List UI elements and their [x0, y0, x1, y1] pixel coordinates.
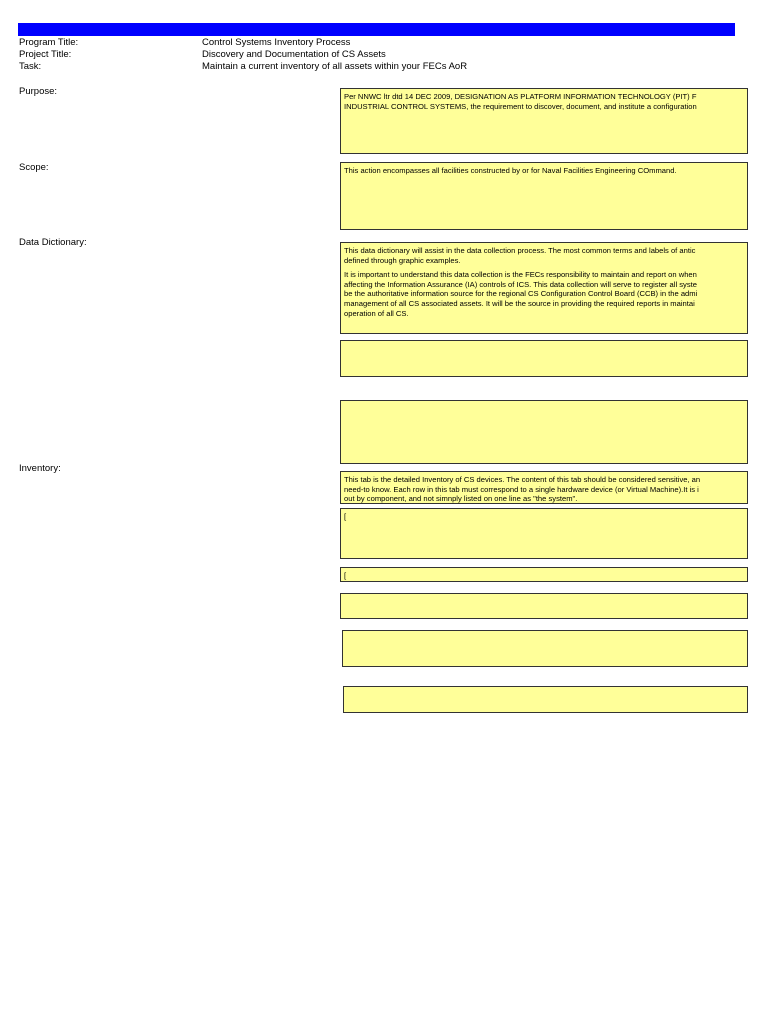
project-title-value: Discovery and Documentation of CS Assets [202, 49, 386, 60]
inventory-label: Inventory: [19, 463, 61, 474]
program-title-label: Program Title: [19, 37, 79, 48]
inventory-box-3 [340, 567, 748, 582]
scope-label: Scope: [19, 162, 49, 173]
header-bar [18, 23, 735, 36]
dd-line: This data dictionary will assist in the data collection process. The most common terms and labels of antic [344, 246, 696, 255]
inventory-box-2 [340, 508, 748, 559]
dd-line: It is important to understand this data collection is the FECs responsibility to maintain and report on when [344, 270, 697, 280]
dd-line: defined through graphic examples. [344, 255, 461, 265]
inventory-line: out by component, and not simnply listed on one line as "the system". [344, 494, 578, 504]
scope-box [340, 162, 748, 230]
task-value: Maintain a current inventory of all assets within your FECs AoR [202, 61, 468, 72]
purpose-line: Per NNWC ltr dtd 14 DEC 2009, DESIGNATION AS PLATFORM INFORMATION TECHNOLOGY (PIT) F [344, 92, 697, 101]
dd-line: management of all CS associated assets. It will be the source in providing the required reports in maintai [344, 298, 695, 308]
data-dictionary-box [340, 242, 748, 334]
inventory-box [340, 471, 748, 504]
dd-line: affecting the Information Assurance (IA) controls of ICS. This data collection will serve to register all syste [344, 279, 697, 289]
inventory-box-4 [340, 593, 748, 619]
data-dictionary-box-3 [340, 400, 748, 464]
dd-line: be the authoritative information source for the regional CS Configuration Control Board (CCB) in the admi [344, 289, 698, 299]
task-label: Task: [19, 61, 42, 72]
dd-line: operation of all CS. [344, 308, 409, 318]
inventory-box-2-text: [ [344, 512, 347, 521]
purpose-line: INDUSTRIAL CONTROL SYSTEMS, the requirement to discover, document, and institute a configuration [344, 101, 697, 111]
inventory-line: This tab is the detailed Inventory of CS devices. The content of this tab should be considered sensitive, an [344, 475, 701, 484]
inventory-box-6 [343, 686, 748, 713]
purpose-box [340, 88, 748, 154]
inventory-line: need-to know. Each row in this tab must correspond to a single hardware device (or Virtual Machine).It is i [344, 484, 699, 494]
program-title-value: Control Systems Inventory Process [202, 37, 351, 48]
scope-line: This action encompasses all facilities constructed by or for Naval Facilities Engineering COmmand. [344, 166, 677, 175]
purpose-label: Purpose: [19, 86, 58, 97]
data-dictionary-box-2 [340, 340, 748, 377]
inventory-box-3-text: [ [344, 571, 347, 580]
inventory-box-5 [342, 630, 748, 667]
project-title-label: Project Title: [19, 49, 72, 60]
data-dictionary-label: Data Dictionary: [19, 237, 87, 248]
